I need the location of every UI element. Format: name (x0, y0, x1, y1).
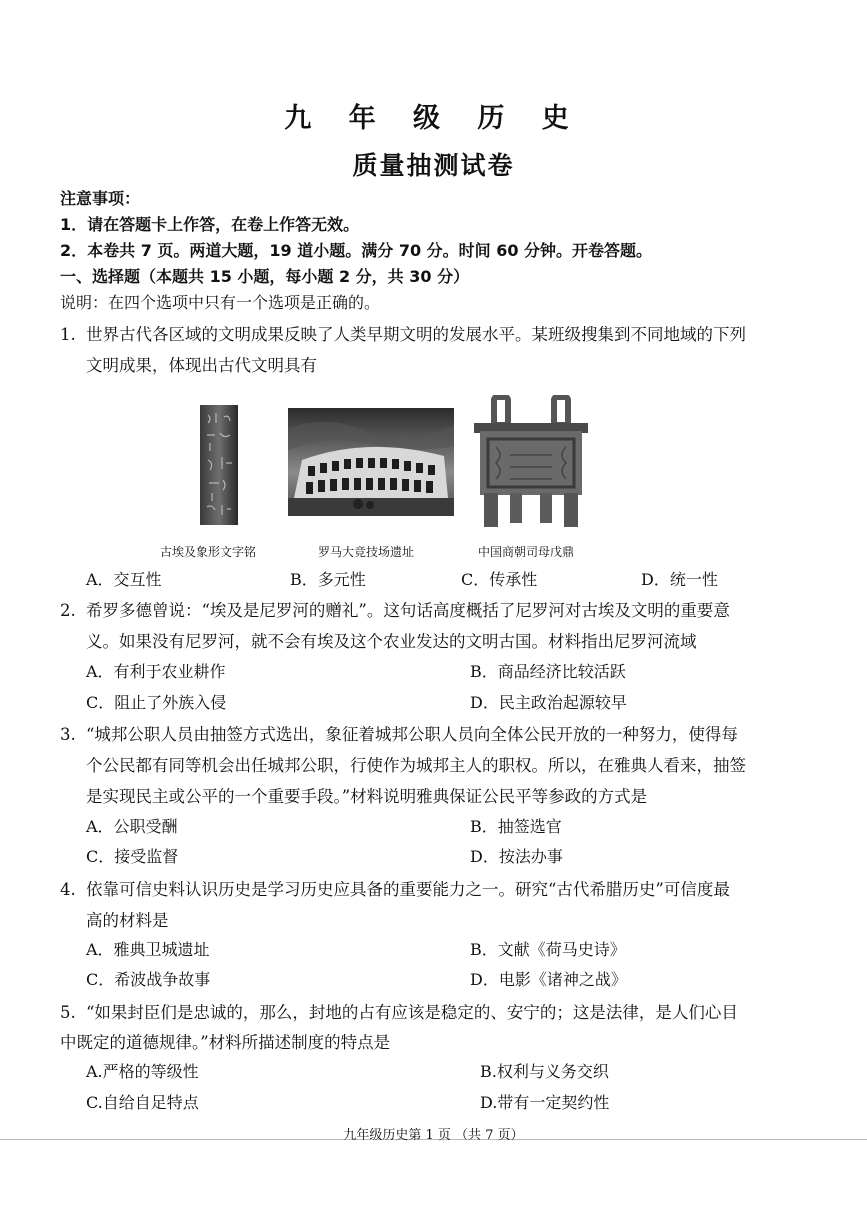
option-d[interactable]: D.带有一定契约性 (480, 1093, 610, 1112)
option-b[interactable]: B．抽签选官 (470, 817, 562, 836)
notice-item-1: 1．请在答题卡上作答，在卷上作答无效。 (60, 215, 360, 234)
question-text: 依靠可信史料认识历史是学习历史应具备的重要能力之一。研究“古代希腊历史”可信度最 (86, 880, 730, 899)
question-text: “城邦公职人员由抽签方式选出，象征着城邦公职人员向全体公民开放的一种努力，使得每 (86, 725, 738, 744)
option-a[interactable]: A．有利于农业耕作 (86, 662, 226, 681)
question-4 (60, 874, 730, 905)
question-text: 世界古代各区域的文明成果反映了人类早期文明的发展水平。某班级搜集到不同地域的下列 (86, 325, 746, 344)
option-b[interactable]: B．商品经济比较活跃 (470, 662, 626, 681)
simuwu-ding-image (470, 395, 592, 530)
figure-caption: 中国商朝司母戊鼎 (478, 545, 575, 559)
question-text: 是实现民主或公平的一个重要手段。”材料说明雅典保证公民平等参政的方式是 (86, 787, 648, 806)
question-number: 4. (60, 880, 76, 899)
option-b[interactable]: B．多元性 (290, 570, 366, 589)
exam-subtitle: 质量抽测试卷 (352, 151, 515, 180)
option-a[interactable]: A．雅典卫城遗址 (86, 940, 210, 959)
notice-item-2: 2．本卷共 7 页。两道大题，19 道小题。满分 70 分。时间 60 分钟。开卷答题。 (60, 241, 653, 260)
question-number: 2. (60, 601, 76, 620)
option-c[interactable]: C．阻止了外族入侵 (86, 693, 227, 712)
section-instruction: 说明：在四个选项中只有一个选项是正确的。 (60, 293, 381, 312)
question-text: “如果封臣们是忠诚的，那么，封地的占有应该是稳定的、安宁的；这是法律，是人们心目 (86, 1003, 738, 1022)
option-d[interactable]: D．按法办事 (470, 847, 563, 866)
option-b[interactable]: B．文献《荷马史诗》 (470, 940, 626, 959)
question-text: 高的材料是 (86, 911, 169, 930)
option-d[interactable]: D．电影《诸神之战》 (470, 970, 627, 989)
option-d[interactable]: D．统一性 (641, 570, 718, 589)
option-d[interactable]: D．民主政治起源较早 (470, 693, 627, 712)
question-1 (60, 319, 746, 350)
question-2 (60, 595, 730, 626)
figure-caption: 罗马大竞技场遗址 (318, 545, 415, 559)
option-b[interactable]: B.权利与义务交织 (480, 1062, 609, 1081)
roman-colosseum-image (288, 408, 454, 516)
question-text: 义。如果没有尼罗河，就不会有埃及这个农业发达的文明古国。材料指出尼罗河流域 (86, 632, 697, 651)
question-text: 文明成果，体现出古代文明具有 (86, 356, 317, 375)
option-c[interactable]: C．希波战争故事 (86, 970, 211, 989)
option-a[interactable]: A．公职受酬 (86, 817, 178, 836)
question-5 (60, 997, 738, 1028)
question-number: 3. (60, 725, 76, 744)
question-text: 希罗多德曾说：“埃及是尼罗河的赠礼”。这句话高度概括了尼罗河对古埃及文明的重要意 (86, 601, 730, 620)
figure-caption: 古埃及象形文字铭 (160, 545, 257, 559)
question-number: 5. (60, 1003, 76, 1022)
egyptian-stele-image (198, 405, 240, 525)
question-text: 个公民都有同等机会出任城邦公职，行使作为城邦主人的职权。所以，在雅典人看来，抽签 (86, 756, 746, 775)
section-heading: 一、选择题（本题共 15 小题，每小题 2 分，共 30 分） (60, 267, 470, 286)
question-text: 中既定的道德规律。”材料所描述制度的特点是 (60, 1033, 391, 1052)
option-c[interactable]: C．传承性 (461, 570, 538, 589)
page-footer: 九年级历史第 1 页 （共 7 页） (343, 1128, 524, 1143)
exam-title: 九 年 级 历 史 (284, 103, 583, 134)
question-3 (60, 719, 738, 750)
option-c[interactable]: C．接受监督 (86, 847, 179, 866)
question-number: 1. (60, 325, 76, 344)
notice-heading: 注意事项： (60, 189, 141, 208)
option-a[interactable]: A．交互性 (86, 570, 162, 589)
option-c[interactable]: C.自给自足特点 (86, 1093, 199, 1112)
option-a[interactable]: A.严格的等级性 (86, 1062, 199, 1081)
